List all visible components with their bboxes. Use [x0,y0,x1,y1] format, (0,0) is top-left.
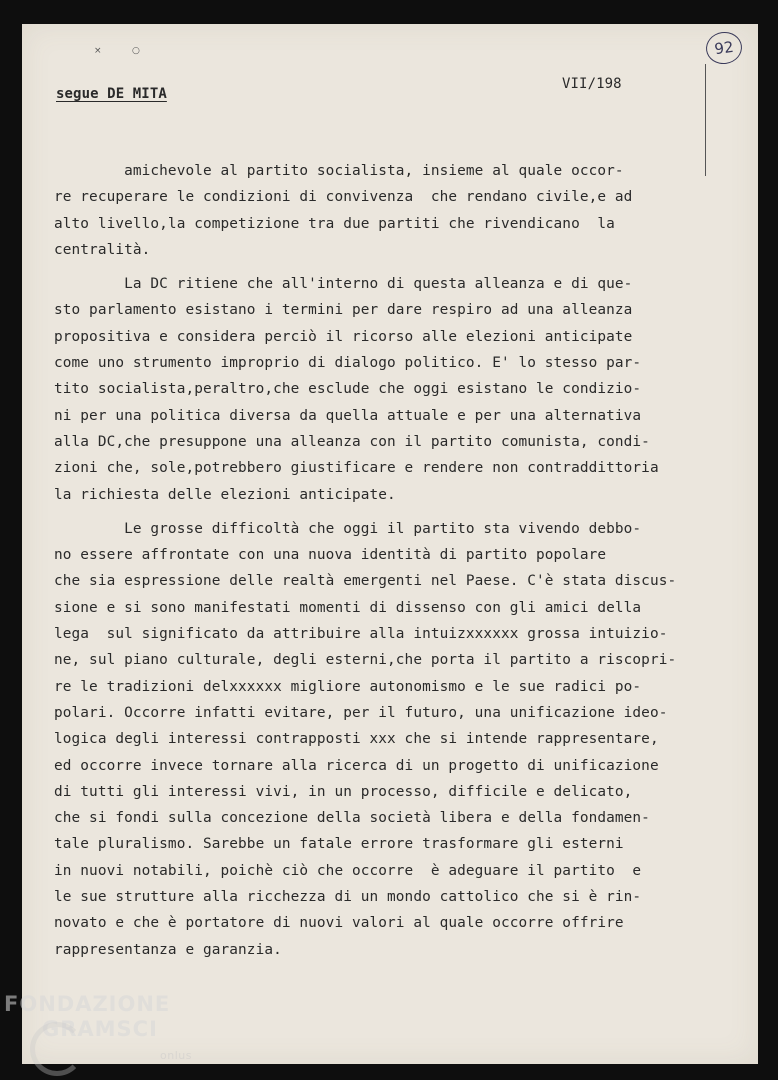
text-line: Le grosse difficoltà che oggi il partito sta vivendo debbo- [54,520,642,537]
text-line: come uno strumento improprio di dialogo politico. E' lo stesso par- [54,355,642,372]
paper-mark: ○ [132,46,140,56]
document-page [22,24,758,1064]
text-line: amichevole al partito socialista, insieme al quale occor- [54,163,624,179]
fondazione-gramsci-watermark [4,992,192,1062]
text-line: polari. Occorre infatti evitare, per il futuro, una unificazione ideo- [54,704,668,721]
text-line: novato e che è portatore di nuovi valori al quale occorre offrire [54,915,624,932]
text-line: re le tradizioni delxxxxxx migliore autonomismo e le sue radici po- [54,678,642,695]
archive-page-number: 92 [704,30,744,67]
watermark-suffix: onlus [160,1049,192,1062]
watermark-g-logo-icon [30,1022,84,1076]
paragraph-1 [54,158,744,263]
section-heading: segue DE MITA [56,86,167,102]
watermark-line-1: FONDAZIONE [4,992,171,1016]
text-line: sto parlamento esistano i termini per dare respiro ad una alleanza [54,302,633,319]
page-reference: VII/198 [562,76,622,92]
text-line: rappresentanza e garanzia. [54,941,282,958]
text-line: re recuperare le condizioni di convivenza che rendano civile,e ad [54,189,633,206]
text-line: ni per una politica diversa da quella attuale e per una alternativa [54,407,642,424]
text-line: in nuovi notabili, poichè ciò che occorre è adeguare il partito e [54,862,642,879]
text-line: no essere affrontate con una nuova identità di partito popolare [54,547,607,564]
body-text [54,158,744,963]
text-line: tale pluralismo. Sarebbe un fatale errore trasformare gli esterni [54,836,624,853]
watermark-line-2: GRAMSCI [42,1017,158,1041]
text-line: propositiva e considera perciò il ricorso alle elezioni anticipate [54,328,633,345]
paper-mark: × [94,46,102,56]
text-line: lega sul significato da attribuire alla intuizxxxxxx grossa intuizio- [54,626,668,643]
text-line: centralità. [54,241,151,258]
text-line: che si fondi sulla concezione della società libera e della fondamen- [54,810,650,827]
text-line: la richiesta delle elezioni anticipate. [54,486,396,503]
text-line: ed occorre invece tornare alla ricerca di un progetto di unificazione [54,757,659,774]
text-line: di tutti gli interessi vivi, in un processo, difficile e delicato, [54,783,633,800]
text-line: alto livello,la competizione tra due partiti che rivendicano la [54,215,615,232]
text-line: alla DC,che presuppone una alleanza con il partito comunista, condi- [54,433,650,450]
text-line: La DC ritiene che all'interno di questa alleanza e di que- [54,276,633,293]
paragraph-3 [54,516,744,963]
paragraph-2 [54,271,744,508]
text-line: zioni che, sole,potrebbero giustificare e rendere non contraddittoria [54,460,659,477]
text-line: tito socialista,peraltro,che esclude che oggi esistano le condizio- [54,381,642,398]
text-line: sione e si sono manifestati momenti di dissenso con gli amici della [54,599,642,616]
text-line: che sia espressione delle realtà emergenti nel Paese. C'è stata discus- [54,573,677,590]
text-line: le sue strutture alla ricchezza di un mondo cattolico che si è rin- [54,889,642,906]
text-line: logica degli interessi contrapposti xxx che si intende rappresentare, [54,731,659,748]
text-line: ne, sul piano culturale, degli esterni,che porta il partito a riscopri- [54,652,677,669]
